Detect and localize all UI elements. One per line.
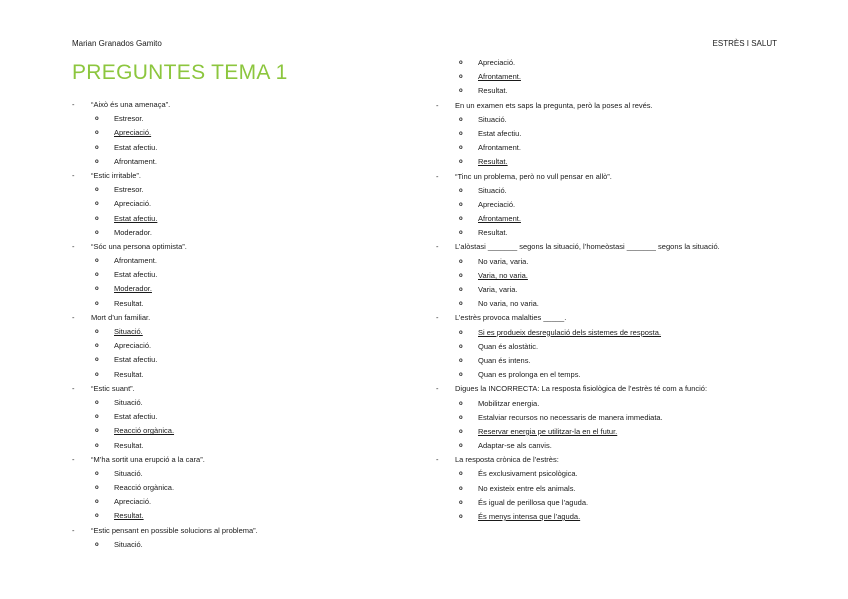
option-text: Apreciació. [114, 199, 152, 209]
option [72, 226, 372, 240]
circle-bullet-icon: o [459, 499, 463, 506]
option [436, 283, 796, 297]
question-text: En un examen ets saps la pregunta, però la poses al revés. [455, 100, 653, 110]
question-text: “Això és una amenaça”. [91, 100, 171, 109]
circle-bullet-icon: o [459, 514, 463, 520]
question-text: Mort d’un familiar. [91, 312, 151, 322]
option-text: Mobilitzar energia. [478, 398, 540, 408]
option-text: Estat afectiu. [114, 270, 158, 280]
option [436, 368, 796, 382]
question [72, 311, 372, 325]
circle-bullet-icon: o [459, 400, 463, 407]
circle-bullet-icon: o [95, 272, 99, 279]
option [72, 197, 372, 211]
option-text: Varia, varia. [478, 285, 518, 294]
option-text-correct: Resultat. [478, 157, 508, 167]
circle-bullet-icon: o [459, 74, 463, 81]
circle-bullet-icon: o [459, 145, 463, 152]
option-text: Estat afectiu. [114, 412, 158, 422]
option-text: No existeix entre els animals. [478, 483, 576, 493]
option-text: Resultat. [114, 369, 144, 379]
header-author: Marian Granados Gamito [72, 39, 162, 48]
question-text: “M’ha sortit una erupció a la cara”. [91, 454, 205, 464]
option-text: Afrontament. [478, 143, 521, 153]
option-text-correct: És menys intensa que l’aguda. [478, 512, 581, 521]
option-text: Reacció orgànica. [114, 483, 175, 493]
option [436, 397, 796, 411]
circle-bullet-icon: o [459, 287, 463, 293]
option [72, 254, 372, 268]
dash-bullet: - [436, 100, 439, 110]
option [72, 183, 372, 197]
option-text: Situació. [114, 539, 143, 549]
circle-bullet-icon: o [459, 471, 463, 478]
question [72, 169, 372, 183]
question [436, 453, 796, 467]
option-text: Estresor. [114, 114, 144, 124]
circle-bullet-icon: o [95, 286, 99, 293]
option-text: És exclusivament psicològica. [478, 469, 578, 479]
option [72, 112, 372, 126]
dash-bullet: - [436, 384, 439, 394]
dash-bullet: - [72, 241, 75, 251]
option-text: Estalviar recursos no necessaris de manera immediata. [478, 412, 663, 422]
question-text: “Estic suant”. [91, 383, 135, 393]
option-text: Moderador. [114, 227, 152, 237]
option [72, 155, 372, 169]
option [436, 198, 796, 212]
question [72, 240, 372, 254]
option-text: Quan és intens. [478, 355, 531, 365]
option-text: No varia, no varia. [478, 299, 539, 309]
option [72, 141, 372, 155]
option [436, 439, 796, 453]
circle-bullet-icon: o [459, 258, 463, 265]
option [436, 127, 796, 141]
question [436, 240, 796, 254]
circle-bullet-icon: o [95, 116, 99, 123]
question-text: “Estic irritable”. [91, 170, 142, 180]
option [72, 325, 372, 339]
circle-bullet-icon: o [459, 60, 463, 66]
option [436, 184, 796, 198]
option-text: Apreciació. [114, 341, 152, 351]
dash-bullet: - [436, 171, 439, 181]
option [72, 126, 372, 140]
circle-bullet-icon: o [95, 187, 99, 194]
circle-bullet-icon: o [459, 443, 463, 450]
option [72, 353, 372, 367]
option-text: Afrontament. [114, 256, 157, 266]
option [72, 439, 372, 453]
option [436, 113, 796, 127]
dash-bullet: - [72, 454, 75, 464]
circle-bullet-icon: o [95, 229, 99, 236]
circle-bullet-icon: o [459, 485, 463, 492]
option-text-correct: Resultat. [114, 511, 144, 521]
circle-bullet-icon: o [95, 414, 99, 421]
circle-bullet-icon: o [95, 399, 99, 406]
question [72, 524, 372, 538]
question-text: “Tinc un problema, però no vull pensar en allò”. [455, 171, 612, 181]
option [72, 495, 372, 509]
dash-bullet: - [436, 455, 439, 465]
circle-bullet-icon: o [95, 258, 99, 265]
header-subject: ESTRÈS I SALUT [712, 39, 777, 48]
option-text: No varia, varia. [478, 256, 529, 266]
option [436, 482, 796, 496]
question [436, 99, 796, 113]
option-text-correct: Afrontament. [478, 214, 521, 224]
option [436, 411, 796, 425]
circle-bullet-icon: o [459, 428, 463, 435]
option [436, 269, 796, 283]
option-text: És igual de perillosa que l’aguda. [478, 497, 589, 507]
option [72, 339, 372, 353]
circle-bullet-icon: o [95, 513, 99, 520]
option-text-correct: Afrontament. [478, 72, 521, 82]
question-text: “Sóc una persona optimista”. [91, 241, 187, 251]
option [72, 481, 372, 495]
question [72, 98, 372, 112]
circle-bullet-icon: o [95, 300, 99, 307]
option [72, 368, 372, 382]
option [436, 496, 796, 510]
option [436, 425, 796, 439]
option [436, 226, 796, 240]
circle-bullet-icon: o [459, 357, 463, 364]
circle-bullet-icon: o [459, 343, 463, 350]
circle-bullet-icon: o [95, 158, 99, 165]
circle-bullet-icon: o [95, 470, 99, 477]
option-text: Situació. [478, 114, 507, 124]
option-text: Apreciació. [478, 58, 516, 67]
circle-bullet-icon: o [95, 485, 99, 492]
circle-bullet-icon: o [95, 144, 99, 151]
option-text: Estat afectiu. [114, 355, 158, 365]
option [436, 70, 796, 84]
option [436, 56, 796, 70]
option-text-correct: Varia, no varia. [478, 270, 528, 280]
circle-bullet-icon: o [459, 159, 463, 166]
option [436, 141, 796, 155]
option-text: Estat afectiu. [478, 128, 522, 138]
option-text-correct: Si es produeix desregulació dels sistemes de resposta. [478, 327, 662, 337]
option [72, 268, 372, 282]
circle-bullet-icon: o [95, 130, 99, 137]
circle-bullet-icon: o [95, 428, 99, 435]
circle-bullet-icon: o [459, 372, 463, 379]
option-text: Resultat. [478, 228, 508, 238]
dash-bullet: - [72, 525, 75, 535]
circle-bullet-icon: o [459, 88, 463, 95]
option [72, 297, 372, 311]
dash-bullet: - [72, 170, 75, 180]
circle-bullet-icon: o [95, 343, 99, 350]
dash-bullet: - [72, 312, 75, 322]
question [436, 311, 796, 325]
option [436, 297, 796, 311]
dash-bullet: - [72, 383, 75, 393]
option [436, 212, 796, 226]
option [436, 354, 796, 368]
option-text: Adaptar-se als canvis. [478, 441, 552, 451]
option [436, 340, 796, 354]
circle-bullet-icon: o [459, 187, 463, 194]
circle-bullet-icon: o [95, 215, 99, 222]
question-text: L’alòstasi _______ segons la situació, l’homeòstasi _______ segons la situació. [455, 242, 720, 252]
option [72, 424, 372, 438]
option-text-correct: Situació. [114, 327, 143, 336]
option-text: Afrontament. [114, 156, 157, 166]
circle-bullet-icon: o [459, 301, 463, 308]
option-text: Apreciació. [114, 497, 152, 507]
option [72, 467, 372, 481]
circle-bullet-icon: o [95, 371, 99, 378]
option [72, 538, 372, 552]
option [72, 396, 372, 410]
circle-bullet-icon: o [459, 116, 463, 123]
option-text: Situació. [478, 185, 507, 195]
option-text-correct: Moderador. [114, 284, 152, 294]
question [72, 382, 372, 396]
circle-bullet-icon: o [459, 230, 463, 237]
page-title: PREGUNTES TEMA 1 [72, 61, 288, 84]
option [436, 84, 796, 98]
option [436, 155, 796, 169]
circle-bullet-icon: o [459, 216, 463, 223]
right-column [436, 56, 796, 524]
option [72, 212, 372, 226]
option [436, 467, 796, 481]
option-text: Apreciació. [478, 199, 516, 209]
circle-bullet-icon: o [459, 329, 463, 336]
question [72, 453, 372, 467]
option-text: Quan es prolonga en el temps. [478, 370, 581, 380]
option-text: Resultat. [478, 86, 508, 96]
option [436, 510, 796, 524]
dash-bullet: - [72, 100, 75, 109]
question-text: La resposta crònica de l’estrès: [455, 455, 559, 465]
circle-bullet-icon: o [95, 201, 99, 208]
option [436, 255, 796, 269]
circle-bullet-icon: o [95, 541, 99, 548]
circle-bullet-icon: o [459, 201, 463, 208]
option-text-correct: Reservar energia pe utilitzar-la en el futur. [478, 426, 618, 436]
option [436, 326, 796, 340]
question-text: Digues la INCORRECTA: La resposta fisiològica de l’estrès té com a funció: [455, 384, 708, 394]
dash-bullet: - [436, 313, 439, 323]
dash-bullet: - [436, 242, 439, 252]
option [72, 282, 372, 296]
circle-bullet-icon: o [459, 272, 463, 279]
circle-bullet-icon: o [95, 442, 99, 449]
option-text: Estresor. [114, 185, 144, 195]
circle-bullet-icon: o [459, 130, 463, 137]
question [436, 382, 796, 396]
question-text: L’estrès provoca malalties _____. [455, 313, 567, 323]
option-text: Situació. [114, 397, 143, 407]
circle-bullet-icon: o [95, 499, 99, 506]
option-text: Quan és alostàtic. [478, 341, 539, 351]
circle-bullet-icon: o [459, 414, 463, 421]
option-text-correct: Estat afectiu. [114, 213, 158, 223]
option-text: Estat afectiu. [114, 142, 158, 152]
left-column [72, 98, 372, 552]
option [72, 410, 372, 424]
circle-bullet-icon: o [95, 357, 99, 364]
option [72, 509, 372, 523]
question-text: “Estic pensant en possible solucions al problema”. [91, 525, 258, 535]
option-text: Resultat. [114, 440, 144, 450]
option-text-correct: Reacció orgànica. [114, 426, 175, 436]
option-text-correct: Apreciació. [114, 128, 152, 138]
option-text: Situació. [114, 468, 143, 478]
question [436, 170, 796, 184]
option-text: Resultat. [114, 298, 144, 308]
circle-bullet-icon: o [95, 329, 99, 335]
